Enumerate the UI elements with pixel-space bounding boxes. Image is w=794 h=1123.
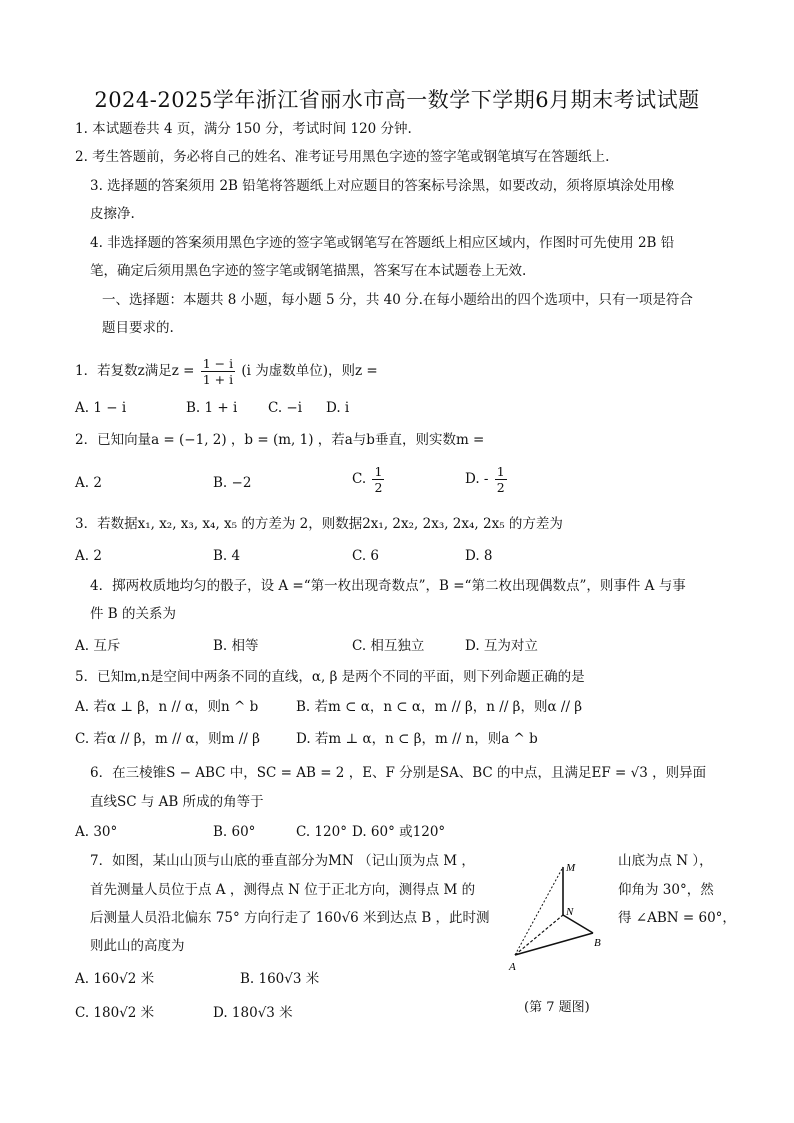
q4-option-b: B. 相等 [213,638,259,654]
q2-option-c-label: C. [352,471,367,487]
question-7-stem-3: 后测量人员沿北偏东 75° 方向行走了 160√6 米到达点 B ，此时测 [90,910,490,926]
q3-option-a: A. 2 [75,548,102,564]
q2-option-b: B. −2 [213,475,252,491]
notice-3: 3. 选择题的答案须用 2B 铅笔将答题纸上对应题目的答案标号涂黑，如要改动，须将原填涂处用橡 [90,178,675,194]
question-7-stem-2: 首先测量人员位于点 A ，测得点 N 位于正北方向，测得点 M 的 [90,882,476,898]
q2-option-c [352,464,386,495]
q6-option-c: C. 120° [296,824,347,840]
fraction-numerator: 1 [496,464,505,479]
question-7-stem: 7．如图，某山山顶与山底的垂直部分为MN （记山顶为点 M ， [90,853,475,869]
q6-option-a: A. 30° [75,824,118,840]
label-m: M [566,862,576,874]
q4-option-c: C. 相互独立 [352,638,425,654]
question-1-stem-a: 1．若复数z满足z = [75,363,195,379]
q1-option-b: B. 1 + i [186,400,238,416]
q1-option-c: C. −i [268,400,303,416]
page-title: 2024-2025学年浙江省丽水市高一数学下学期6月期末考试试题 [94,88,700,112]
notice-2: 2. 考生答题前，务必将自己的姓名、准考证号用黑色字迹的签字笔或钢笔填写在答题纸上. [75,149,610,165]
q5-option-b: B. 若m ⊂ α，n ⊂ α，m // β，n // β，则α // β [296,699,583,715]
q1-option-d: D. i [326,400,350,416]
q3-option-d: D. 8 [465,548,493,564]
label-b: B [594,937,601,949]
question-7-stem-2-right: 仰角为 30°，然 [618,882,714,898]
figure-caption: (第 7 题图) [524,1000,590,1015]
q7-option-b: B. 160√3 米 [240,971,320,987]
q4-option-d: D. 互为对立 [465,638,538,654]
q5-option-a: A. 若α ⊥ β，n // α，则n ^ b [75,699,259,715]
q7-option-c: C. 180√2 米 [75,1005,155,1021]
question-2-stem: 2．已知向量a = (−1, 2) ，b = (m, 1) ，若a与b垂直，则实数m = [75,432,485,448]
label-a: A [509,961,516,973]
q7-option-d: D. 180√3 米 [213,1005,293,1021]
q1-option-a: A. 1 − i [75,400,127,416]
fraction-denominator: 2 [496,480,505,495]
notice-3-cont: 皮擦净. [90,206,135,222]
q5-option-c: C. 若α // β，m // α，则m // β [75,731,260,747]
fraction-numerator: 1 − i [202,356,234,371]
segment-am [515,867,563,955]
q6-option-b: B. 60° [213,824,256,840]
question-7-stem-right: 山底为点 N ）， [618,853,713,869]
question-6-stem-cont: 直线SC 与 AB 所成的角等于 [90,794,264,810]
q2-option-d-label: D. - [465,471,489,487]
question-4-stem: 4．掷两枚质地均匀的骰子，设 A =“第一枚出现奇数点”，B =“第二枚出现偶数点”，则事件 A 与事 [90,578,686,594]
question-1-stem-b: (i 为虚数单位)，则z = [241,363,378,379]
notice-1: 1. 本试题卷共 4 页，满分 150 分，考试时间 120 分钟. [75,121,412,137]
question-7-figure [505,855,615,975]
notice-4: 4. 非选择题的答案须用黑色字迹的签字笔或钢笔写在答题纸上相应区域内，作图时可先使用 2B 铅 [90,235,675,251]
question-7-stem-4: 则此山的高度为 [90,938,185,954]
q5-option-d: D. 若m ⊥ α，n ⊂ β，m // n，则a ^ b [296,731,538,747]
label-n: N [566,906,574,918]
question-6-stem: 6．在三棱锥S − ABC 中，SC = AB = 2 ，E、F 分别是SA、BC 的中点，且满足EF = √3 ，则异面 [90,765,707,781]
q6-option-d: D. 60° 或120° [352,824,446,840]
q2-option-c-fraction [372,464,384,495]
q4-option-a: A. 互斥 [75,638,121,654]
q3-option-b: B. 4 [213,548,241,564]
q2-option-d [465,464,509,495]
question-7-stem-3-right: 得 ∠ABN = 60°， [618,910,736,926]
question-1-fraction [201,356,235,387]
notice-4-cont: 笔，确定后须用黑色字迹的签字笔或钢笔描黑，答案写在本试题卷上无效. [90,263,527,279]
section-heading: 一、选择题：本题共 8 小题，每小题 5 分，共 40 分.在每小题给出的四个选项中，只有一项是符合 [102,292,693,308]
question-4-stem-cont: 件 B 的关系为 [90,606,177,622]
fraction-denominator: 1 + i [202,372,234,387]
q7-option-a: A. 160√2 米 [75,971,155,987]
q2-option-d-fraction [495,464,507,495]
q2-option-a: A. 2 [75,475,102,491]
question-5-stem: 5．已知m,n是空间中两条不同的直线，α, β 是两个不同的平面，则下列命题正确的是 [75,669,585,685]
section-heading-cont: 题目要求的. [102,320,174,336]
fraction-denominator: 2 [374,480,383,495]
question-3-stem: 3．若数据x₁, x₂, x₃, x₄, x₅ 的方差为 2，则数据2x₁, 2x₂, 2x₃, 2x₄, 2x₅ 的方差为 [75,516,563,532]
fraction-numerator: 1 [374,464,383,479]
segment-ab [515,933,593,955]
question-1-stem [75,356,378,387]
q3-option-c: C. 6 [352,548,380,564]
